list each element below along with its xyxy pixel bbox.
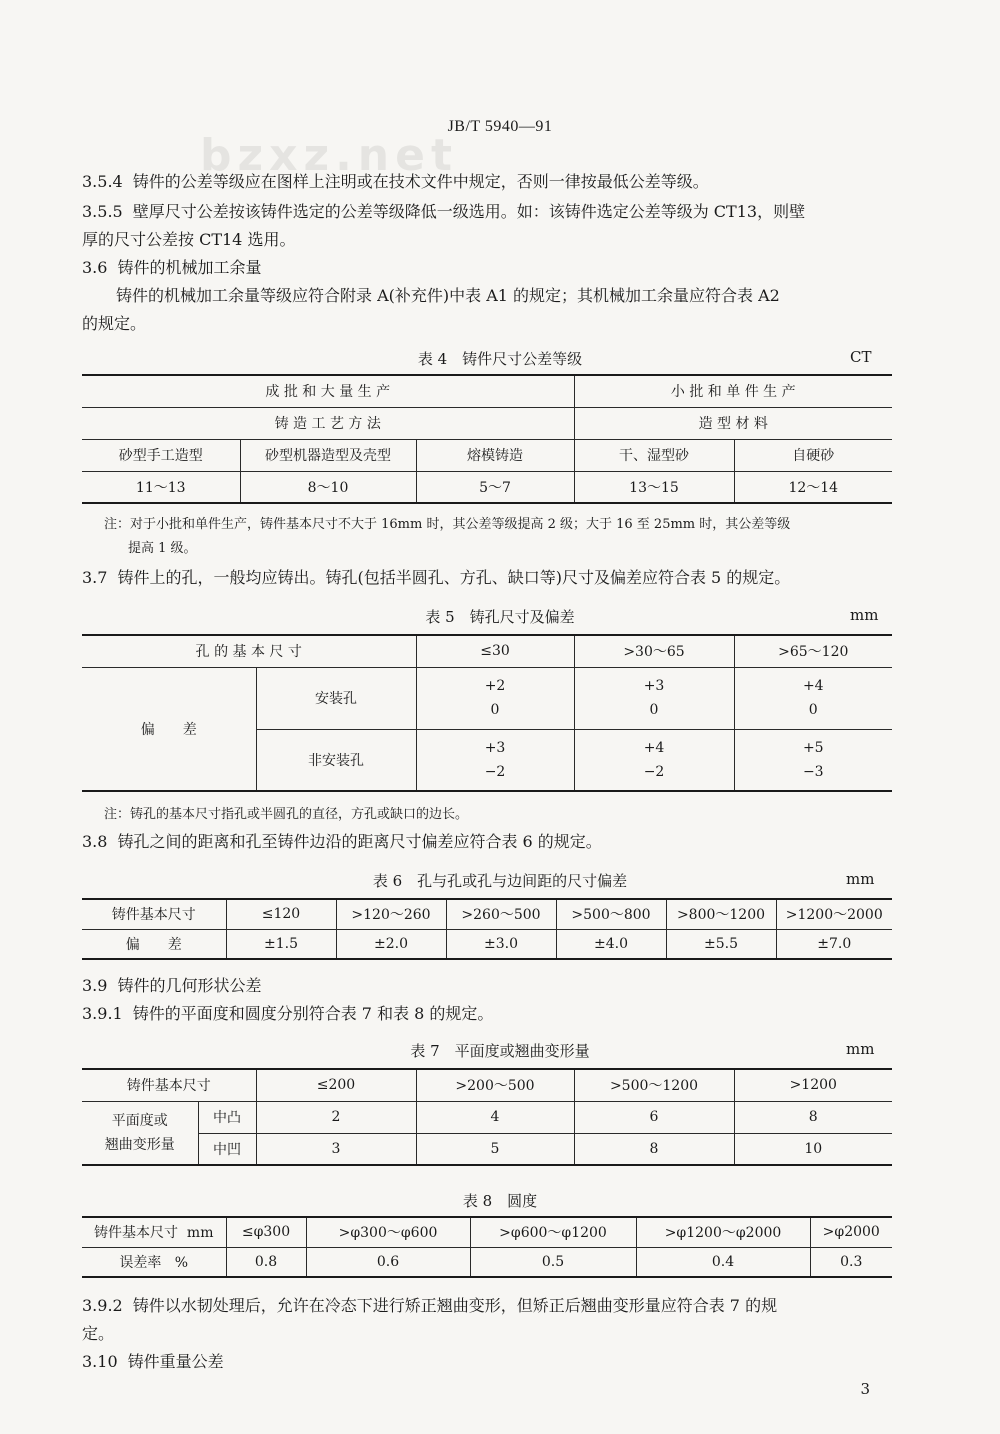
table6-col: ≤120	[226, 899, 336, 929]
upper-deviation: +5	[802, 739, 824, 756]
table4-col: 熔模铸造	[416, 439, 574, 471]
table6-caption: 表 6 孔与孔或孔与边间距的尺寸偏差	[372, 872, 628, 890]
clause-text: 铸件重量公差	[127, 1352, 224, 1371]
lower-deviation: 0	[808, 702, 818, 718]
table4-cell: 8～10	[240, 471, 416, 503]
table6-col: >800～1200	[666, 899, 776, 929]
table6	[82, 898, 892, 960]
row-label-line: 翘曲变形量	[104, 1136, 175, 1153]
table7-cell: 10	[734, 1133, 892, 1165]
table8-cell: 0.4	[636, 1247, 810, 1277]
table7-cell: 6	[574, 1101, 734, 1133]
lower-deviation: −2	[484, 763, 506, 780]
lower-deviation: 0	[649, 702, 659, 718]
table5-cell	[416, 729, 574, 791]
table8-header-row	[82, 1217, 892, 1247]
upper-deviation: +4	[643, 739, 665, 756]
table6-head: 铸件基本尺寸	[82, 899, 226, 929]
table5-cell	[734, 729, 892, 791]
para-3-5-4	[82, 172, 709, 192]
table4-group-small: 小 批 和 单 件 生 产	[574, 375, 892, 407]
clause-number: 3.6	[82, 258, 108, 277]
table7-cell: 3	[256, 1133, 416, 1165]
clause-text: 铸件以水韧处理后，允许在冷态下进行矫正翘曲变形，但矫正后翘曲变形量应符合表 7 的规	[132, 1296, 778, 1315]
table6-cell: ±7.0	[776, 929, 892, 959]
table8-head	[82, 1217, 226, 1247]
table8-cell: 0.8	[226, 1247, 306, 1277]
table5-cell	[574, 729, 734, 791]
table8-cell: 0.6	[306, 1247, 470, 1277]
table4-caption: 表 4 铸件尺寸公差等级	[417, 350, 583, 368]
clause-number: 3.7	[82, 568, 108, 587]
clause-text: 铸件上的孔，一般均应铸出。铸孔(包括半圆孔、方孔、缺口等)尺寸及偏差应符合表 5 的规定。	[117, 568, 791, 587]
table8-col: >φ1200～φ2000	[636, 1217, 810, 1247]
para-3-5-5	[82, 202, 805, 222]
table4-sub-row	[82, 407, 892, 439]
table6-header-row	[82, 899, 892, 929]
row-label-line: 平面度或	[111, 1112, 168, 1129]
para-3-8	[82, 832, 602, 852]
table5	[82, 634, 892, 792]
table5-head: 孔 的 基 本 尺 寸	[82, 635, 416, 667]
table4-sub-material: 造 型 材 料	[574, 407, 892, 439]
clause-number: 3.9.1	[82, 1004, 123, 1023]
table5-caption: 表 5 铸孔尺寸及偏差	[425, 608, 575, 626]
table5-header-row	[82, 635, 892, 667]
clause-number: 3.5.4	[82, 172, 123, 191]
standard-number: JB/T 5940—91	[447, 118, 553, 135]
table8-col: >φ2000	[810, 1217, 892, 1247]
table7-row-convex	[82, 1101, 892, 1133]
table7-caption: 表 7 平面度或翘曲变形量	[410, 1042, 590, 1060]
table6-cell: ±4.0	[556, 929, 666, 959]
upper-deviation: +3	[643, 678, 665, 694]
table8	[82, 1216, 892, 1278]
table6-deviation-label: 偏 差	[82, 929, 226, 959]
table6-col: >1200～2000	[776, 899, 892, 929]
table7-head: 铸件基本尺寸	[82, 1069, 256, 1101]
table6-cell: ±5.5	[666, 929, 776, 959]
table6-value-row	[82, 929, 892, 959]
lower-deviation: −3	[802, 763, 824, 780]
table6-cell: ±2.0	[336, 929, 446, 959]
table7-cell: 2	[256, 1101, 416, 1133]
table7-unit: mm	[846, 1040, 875, 1058]
para-3-10	[82, 1352, 224, 1372]
clause-text: 壁厚尺寸公差按该铸件选定的公差等级降低一级选用。如：该铸件选定公差等级为 CT13，则壁	[132, 202, 806, 221]
table7-sub-label: 中凹	[198, 1133, 256, 1165]
table5-unit: mm	[850, 606, 879, 624]
table4-group-batch: 成 批 和 大 量 生 产	[82, 375, 574, 407]
upper-deviation: +4	[802, 678, 824, 694]
table6-cell: ±1.5	[226, 929, 336, 959]
clause-number: 3.8	[82, 832, 108, 851]
table4-col: 砂型手工造型	[82, 439, 240, 471]
table6-unit: mm	[846, 870, 875, 888]
clause-number: 3.10	[82, 1352, 118, 1371]
table8-row-label-text: 误差率	[119, 1254, 162, 1271]
table4-note: 注：对于小批和单件生产，铸件基本尺寸不大于 16mm 时，其公差等级提高 2 级；大于 16 至 25mm 时，其公差等级	[104, 517, 791, 532]
clause-number: 3.9.2	[82, 1296, 123, 1315]
table7-col: >500～1200	[574, 1069, 734, 1101]
para-3-5-5-cont: 厚的尺寸公差按 CT14 选用。	[82, 230, 296, 249]
table8-col: >φ600～φ1200	[470, 1217, 636, 1247]
table7-cell: 8	[734, 1101, 892, 1133]
table5-row-label: 安装孔	[256, 667, 416, 729]
table8-col: >φ300～φ600	[306, 1217, 470, 1247]
table4-group-row	[82, 375, 892, 407]
table4-cell: 11～13	[82, 471, 240, 503]
table8-cell: 0.3	[810, 1247, 892, 1277]
clause-number: 3.5.5	[82, 202, 123, 221]
table8-col: ≤φ300	[226, 1217, 306, 1247]
table8-cell: 0.5	[470, 1247, 636, 1277]
para-3-9-2	[82, 1296, 777, 1316]
para-3-6-body-cont: 的规定。	[82, 314, 147, 333]
table4-cell: 13～15	[574, 471, 734, 503]
table8-row-label	[82, 1247, 226, 1277]
table8-caption: 表 8 圆度	[462, 1192, 538, 1210]
table4-cell: 12～14	[734, 471, 892, 503]
table7-cell: 5	[416, 1133, 574, 1165]
table7-col: ≤200	[256, 1069, 416, 1101]
table4-note-cont: 提高 1 级。	[128, 541, 197, 556]
table8-head-unit: mm	[186, 1225, 214, 1242]
table7	[82, 1068, 892, 1166]
table6-col: >500～800	[556, 899, 666, 929]
table5-cell	[416, 667, 574, 729]
table5-row-label: 非安装孔	[256, 729, 416, 791]
lower-deviation: −2	[643, 763, 665, 780]
clause-text: 铸件的平面度和圆度分别符合表 7 和表 8 的规定。	[132, 1004, 494, 1023]
table7-header-row	[82, 1069, 892, 1101]
table8-head-text: 铸件基本尺寸	[94, 1225, 179, 1242]
table8-row-unit: %	[174, 1254, 189, 1271]
table4-col: 砂型机器造型及壳型	[240, 439, 416, 471]
table7-sub-label: 中凸	[198, 1101, 256, 1133]
table7-row-label	[82, 1101, 198, 1165]
table5-col: >30～65	[574, 635, 734, 667]
table4-col: 干、湿型砂	[574, 439, 734, 471]
table4-unit: CT	[850, 348, 872, 366]
para-3-9-2-cont: 定。	[82, 1324, 115, 1343]
clause-text: 铸件的机械加工余量	[117, 258, 262, 277]
clause-number: 3.9	[82, 976, 108, 995]
table5-note: 注：铸孔的基本尺寸指孔或半圆孔的直径，方孔或缺口的边长。	[104, 807, 469, 822]
table7-col: >200～500	[416, 1069, 574, 1101]
table6-col: >260～500	[446, 899, 556, 929]
table4-header-row	[82, 439, 892, 471]
table4-col: 自硬砂	[734, 439, 892, 471]
table6-cell: ±3.0	[446, 929, 556, 959]
table7-cell: 4	[416, 1101, 574, 1133]
table5-cell	[734, 667, 892, 729]
table4-cell: 5～7	[416, 471, 574, 503]
table7-row-concave	[82, 1133, 892, 1165]
clause-text: 铸孔之间的距离和孔至铸件边沿的距离尺寸偏差应符合表 6 的规定。	[117, 832, 602, 851]
clause-text: 铸件的几何形状公差	[117, 976, 262, 995]
table8-value-row	[82, 1247, 892, 1277]
table5-row-mount	[82, 667, 892, 729]
upper-deviation: +3	[484, 739, 506, 756]
lower-deviation: 0	[490, 702, 500, 718]
table7-cell: 8	[574, 1133, 734, 1165]
table5-col: ≤30	[416, 635, 574, 667]
table5-cell	[574, 667, 734, 729]
table5-deviation-label: 偏 差	[82, 667, 256, 791]
para-3-9	[82, 976, 261, 996]
page-number: 3	[860, 1380, 870, 1398]
para-3-6	[82, 258, 261, 278]
clause-text: 铸件的公差等级应在图样上注明或在技术文件中规定，否则一律按最低公差等级。	[132, 172, 709, 191]
upper-deviation: +2	[484, 678, 506, 694]
table6-col: >120～260	[336, 899, 446, 929]
table4	[82, 374, 892, 504]
para-3-7	[82, 568, 790, 588]
table4-value-row	[82, 471, 892, 503]
watermark: bzxz.net	[200, 130, 459, 181]
para-3-9-1	[82, 1004, 493, 1024]
table4-sub-process: 铸 造 工 艺 方 法	[82, 407, 574, 439]
table5-col: >65～120	[734, 635, 892, 667]
table7-col: >1200	[734, 1069, 892, 1101]
para-3-6-body: 铸件的机械加工余量等级应符合附录 A(补充件)中表 A1 的规定；其机械加工余量应符合表 A2	[116, 286, 780, 305]
